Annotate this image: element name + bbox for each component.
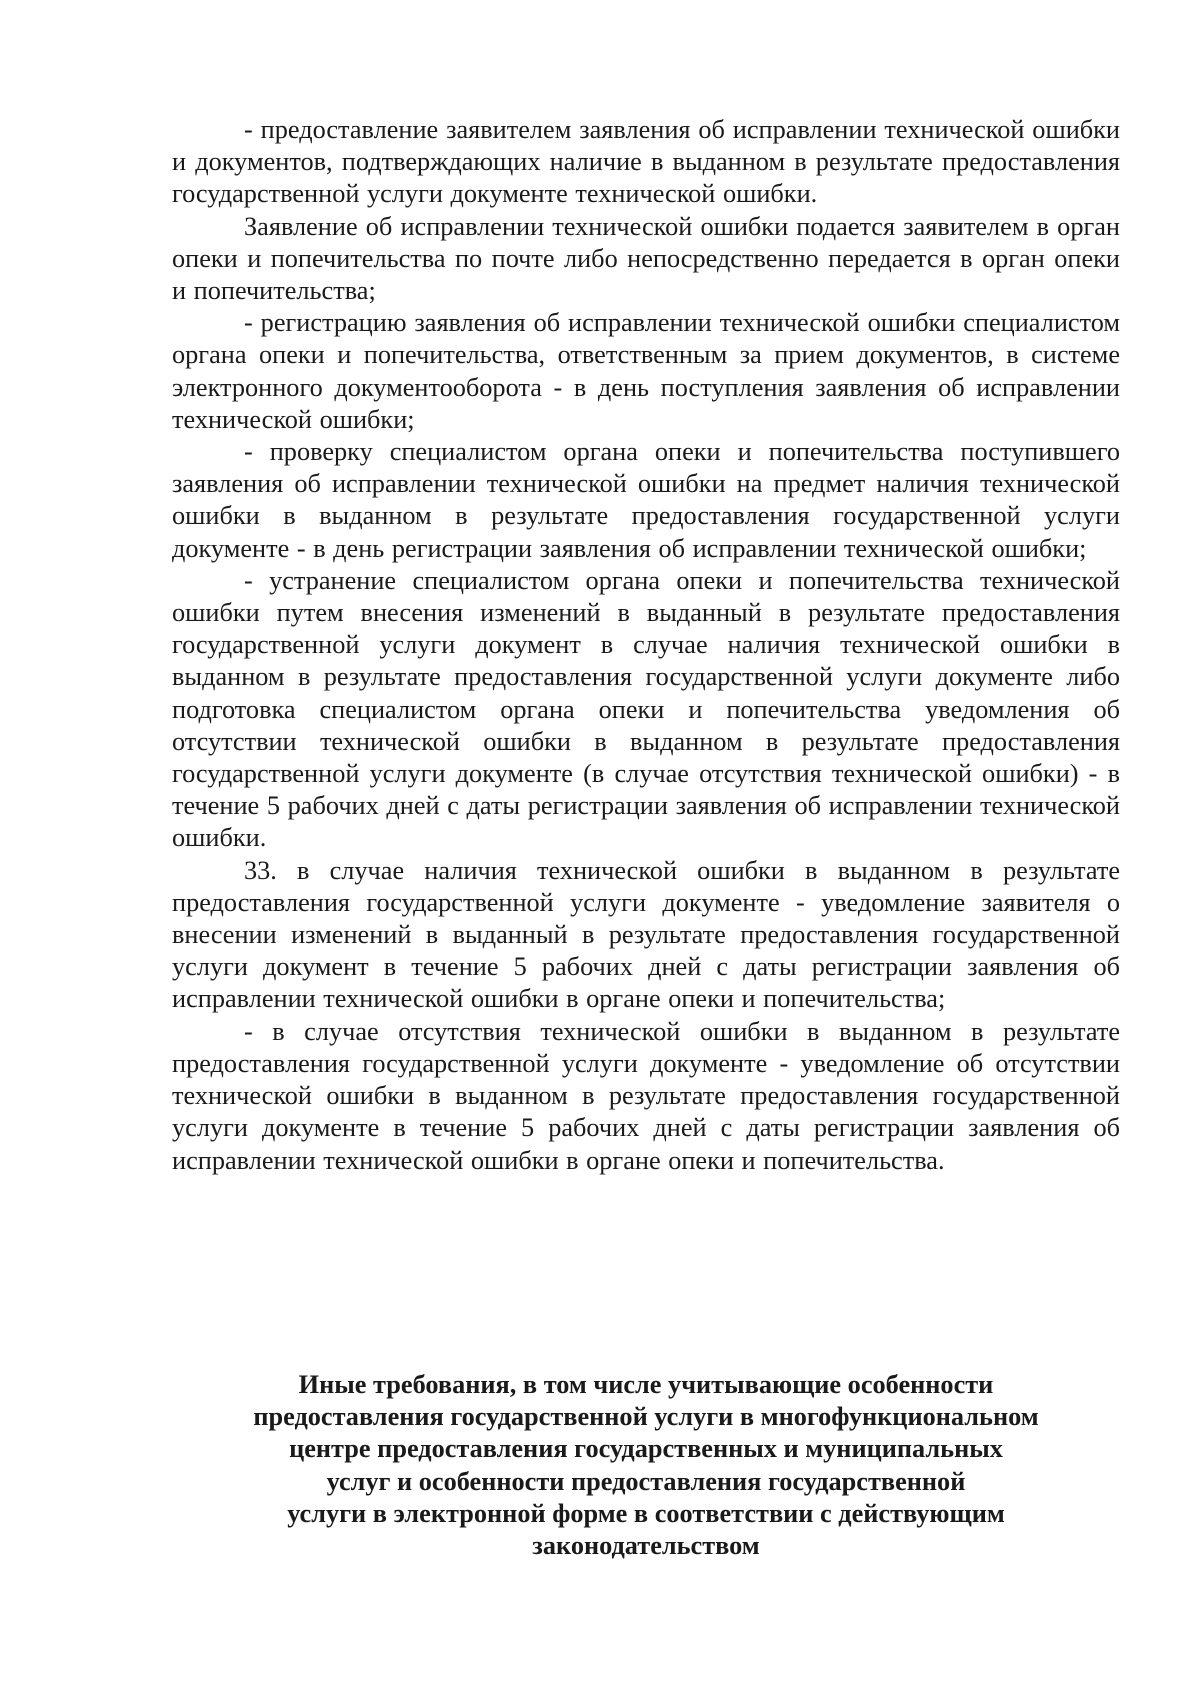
paragraph-application-delivery: Заявление об исправлении технической ошибки подается заявителем в орган опеки и попечительства по почте либо непосредственно передается в орган опеки и попечительства; bbox=[172, 211, 1120, 306]
paragraph-technical-error-submission: - предоставление заявителем заявления об исправлении технической ошибки и документов, подтверждающих наличие в выданном в результате предоставления государственной услуги документе технической ошибки. bbox=[172, 115, 1120, 209]
section-heading-line: Иные требования, в том числе учитывающие особенности bbox=[298, 1370, 994, 1399]
section-heading-line: услуг и особенности предоставления государственной bbox=[326, 1466, 966, 1496]
section-heading-line: предоставления государственной услуги в многофункциональном bbox=[253, 1402, 1039, 1432]
document-body bbox=[172, 114, 1120, 1177]
paragraph-verification: - проверку специалистом органа опеки и попечительства поступившего заявления об исправлении технической ошибки на предмет наличия технической ошибки в выданном в результате предоставления государственной услуги документе - в день регистрации заявления об исправлении технической ошибки; bbox=[172, 437, 1120, 563]
paragraph-registration: - регистрацию заявления об исправлении технической ошибки специалистом органа опеки и попечительства, ответственным за прием документов, в системе электронного документооборота - в день поступления заявления об исправлении технической ошибки; bbox=[172, 308, 1120, 434]
section-heading-line: законодательством bbox=[532, 1531, 760, 1561]
section-heading-line: услуги в электронной форме в соответствии с действующим bbox=[287, 1498, 1005, 1528]
section-heading bbox=[172, 1369, 1120, 1562]
paragraph-no-error-notice: - в случае отсутствия технической ошибки в выданном в результате предоставления государственной услуги документе - уведомление об отсутствии технической ошибки в выданном в результате предоставления государственной услуги документе в течение 5 рабочих дней с даты регистрации заявления об исправлении технической ошибки в органе опеки и попечительства. bbox=[172, 1016, 1120, 1175]
paragraph-item-33: 33. в случае наличия технической ошибки в выданном в результате предоставления государственной услуги документе - уведомление заявителя о внесении изменений в выданный в результате предоставления государственной услуги документ в течение 5 рабочих дней с даты регистрации заявления об исправлении технической ошибки в органе опеки и попечительства; bbox=[172, 855, 1120, 1014]
section-heading-line: центре предоставления государственных и муниципальных bbox=[289, 1434, 1003, 1464]
paragraph-correction: - устранение специалистом органа опеки и попечительства технической ошибки путем внесения изменений в выданный в результате предоставления государственной услуги документ в случае наличия технической ошибки в выданном в результате предоставления государственной услуги документе либо подготовка специалистом органа опеки и попечительства уведомления об отсутствии технической ошибки в выданном в результате предоставления государственной услуги документе (в случае отсутствия технической ошибки) - в течение 5 рабочих дней с даты регистрации заявления об исправлении технической ошибки. bbox=[172, 565, 1120, 853]
